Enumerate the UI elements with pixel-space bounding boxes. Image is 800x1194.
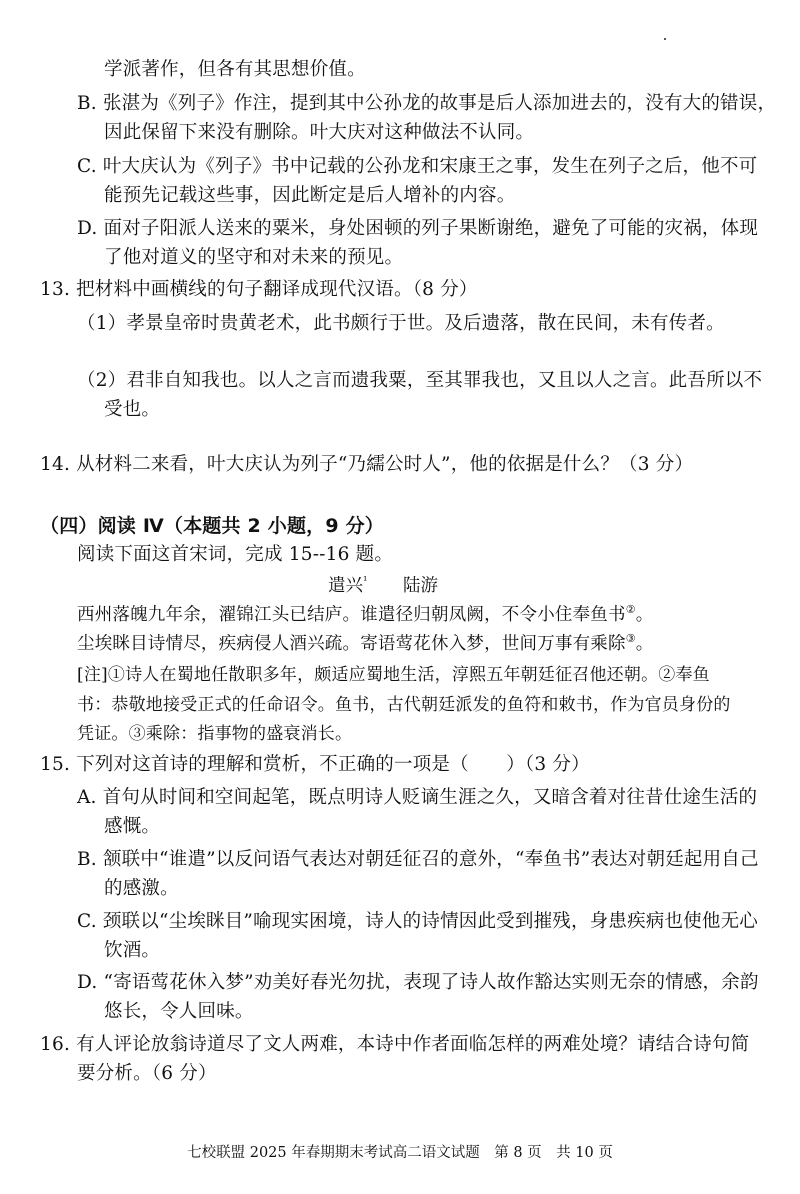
q15-option-b-line2: 的感激。	[104, 878, 179, 899]
option-c-line2: 能预先记载这些事，因此断定是后人增补的内容。	[104, 185, 516, 206]
q15-option-c-line2: 饮酒。	[104, 940, 161, 961]
option-d-line1: D. 面对子阳派人送来的粟米，身处困顿的列子果断谢绝，避免了可能的灾祸，体现	[77, 218, 759, 239]
q15-option-b-line1: B. 颔联中“谁遣”以反问语气表达对朝廷征召的意外，“奉鱼书”表达对朝廷起用自己	[77, 849, 759, 870]
poem-line-1-end: 。	[635, 605, 654, 625]
note-mark-2: ②	[625, 603, 636, 617]
q15-option-a-line1: A. 首句从时间和空间起笔，既点明诗人贬谪生涯之久，又暗含着对往昔仕途生活的	[77, 787, 758, 808]
annotation-line-2: 书：恭敬地接受正式的任命诏令。鱼书，古代朝廷派发的鱼符和敕书，作为官员身份的	[77, 695, 731, 715]
q15-option-d-line1: D. “寄语莺花休入梦”劝美好春光勿扰，表现了诗人故作豁达实则无奈的情感，余韵	[77, 972, 759, 993]
scan-speck	[664, 38, 666, 40]
question-14: 14. 从材料二来看，叶大庆认为列子“乃繻公时人”，他的依据是什么？（3 分）	[40, 454, 694, 475]
poem-line-2-end: 。	[635, 634, 654, 654]
poem-line-2	[77, 632, 653, 656]
section-4-heading: （四）阅读 Ⅳ（本题共 2 小题，9 分）	[40, 515, 384, 537]
option-c-line1: C. 叶大庆认为《列子》书中记载的公孙龙和宋康王之事，发生在列子之后，他不可	[77, 156, 758, 177]
question-16-line2: 要分析。（6 分）	[77, 1063, 217, 1084]
note-mark-3: ③	[625, 632, 636, 646]
question-13-sentence-2-line2: 受也。	[104, 399, 161, 420]
q15-option-c-line1: C. 颈联以“尘埃眯目”喻现实困境，诗人的诗情因此受到摧残，身患疾病也使他无心	[77, 911, 758, 932]
option-a-continuation: 学派著作，但各有其思想价值。	[104, 59, 366, 80]
annotation-line-3: 凭证。③乘除：指事物的盛衰消长。	[77, 724, 353, 744]
poem-title	[328, 574, 367, 598]
poem-line-1-text: 西州落魄九年余，濯锦江头已结庐。谁遣径归朝凤阙，不令小住奉鱼书	[77, 605, 626, 625]
q15-option-d-line2: 悠长，令人回味。	[104, 1001, 254, 1022]
question-15: 15. 下列对这首诗的理解和赏析，不正确的一项是（ ）（3 分）	[40, 754, 590, 775]
poem-line-2-text: 尘埃眯目诗情尽，疾病侵人酒兴疏。寄语莺花休入梦，世间万事有乘除	[77, 634, 626, 654]
q15-option-a-line2: 感慨。	[104, 816, 161, 837]
page-footer: 七校联盟 2025 年春期期末考试高二语文试题 第 8 页 共 10 页	[187, 1145, 613, 1161]
reading-instruction: 阅读下面这首宋词，完成 15--16 题。	[77, 544, 394, 565]
poem-author: 陆游	[403, 576, 438, 596]
option-d-line2: 了他对道义的坚守和对未来的预见。	[104, 247, 404, 268]
annotation-line-1: [注]①诗人在蜀地任散职多年，颇适应蜀地生活，淳熙五年朝廷征召他还朝。②奉鱼	[77, 665, 710, 685]
option-b-line1: B. 张湛为《列子》作注，提到其中公孙龙的故事是后人添加进去的，没有大的错误，	[77, 93, 777, 114]
question-13-sentence-2-line1: （2）君非自知我也。以人之言而遗我粟，至其罪我也，又且以人之言。此吾所以不	[77, 370, 763, 391]
poem-line-1	[77, 603, 653, 627]
question-13: 13. 把材料中画横线的句子翻译成现代汉语。（8 分）	[40, 279, 478, 300]
question-13-sentence-1: （1）孝景皇帝时贵黄老术，此书颇行于世。及后遗落，散在民间，未有传者。	[77, 313, 725, 334]
poem-title-note-mark: ¹	[363, 574, 368, 588]
option-b-line2: 因此保留下来没有删除。叶大庆对这种做法不认同。	[104, 122, 535, 143]
poem-title-text: 遣兴	[328, 576, 363, 596]
question-16-line1: 16. 有人评论放翁诗道尽了文人两难，本诗中作者面临怎样的两难处境？请结合诗句简	[40, 1034, 750, 1055]
